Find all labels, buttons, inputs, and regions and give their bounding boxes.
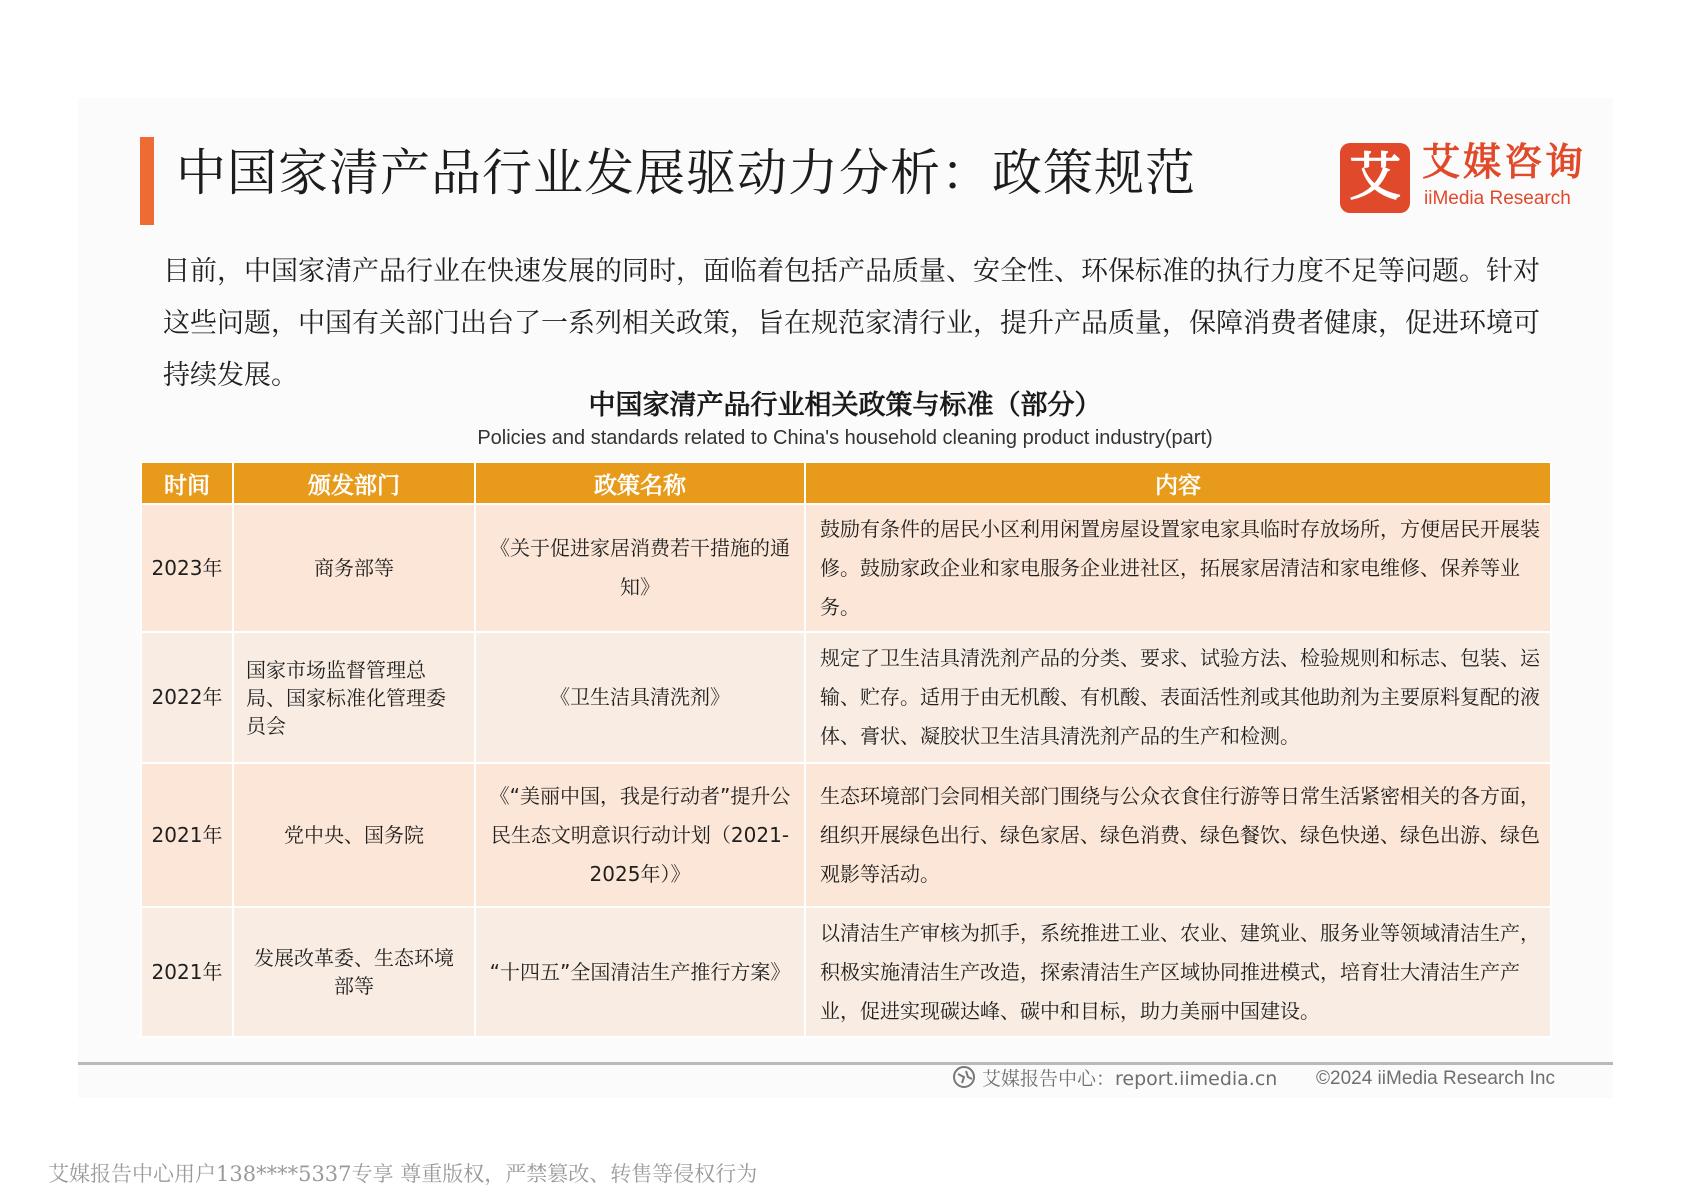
brand-logo	[1340, 140, 1587, 215]
cell-department: 党中央、国务院	[233, 763, 475, 907]
cell-department: 商务部等	[233, 504, 475, 632]
cell-department: 发展改革委、生态环境部等	[233, 907, 475, 1037]
header-time: 时间	[141, 462, 233, 504]
cell-policy-name: 《关于促进家居消费若干措施的通知》	[475, 504, 805, 632]
footer-divider	[78, 1062, 1613, 1065]
table-title: 中国家清产品行业相关政策与标准（部分）	[588, 390, 1102, 421]
table-row	[141, 907, 1551, 1037]
page-title: 中国家清产品行业发展驱动力分析：政策规范	[176, 144, 1196, 202]
header-policy-name: 政策名称	[475, 462, 805, 504]
cell-content: 生态环境部门会同相关部门围绕与公众衣食住行游等日常生活紧密相关的各方面，组织开展绿色出行、绿色家居、绿色消费、绿色餐饮、绿色快递、绿色出游、绿色观影等活动。	[805, 763, 1551, 907]
table-row	[141, 763, 1551, 907]
cell-policy-name: 《“美丽中国，我是行动者”提升公民生态文明意识行动计划（2021-2025年）》	[475, 763, 805, 907]
cell-policy-name: 《卫生洁具清洗剂》	[475, 632, 805, 763]
logo-name-cn: 艾媒咨询	[1422, 140, 1587, 184]
title-accent-bar	[140, 137, 154, 225]
cell-policy-name: “十四五”全国清洁生产推行方案》	[475, 907, 805, 1037]
table-subtitle: Policies and standards related to China's household cleaning product industry(part)	[477, 427, 1213, 449]
intro-paragraph: 目前，中国家清产品行业在快速发展的同时，面临着包括产品质量、安全性、环保标准的执行力度不足等问题。针对这些问题，中国有关部门出台了一系列相关政策，旨在规范家清行业，提升产品质量，保障消费者健康，促进环境可持续发展。	[163, 256, 1540, 391]
footer-source: 艾媒报告中心：report.iimedia.cn	[982, 1068, 1278, 1090]
cell-content: 规定了卫生洁具清洗剂产品的分类、要求、试验方法、检验规则和标志、包装、运输、贮存。适用于由无机酸、有机酸、表面活性剂或其他助剂为主要原料复配的液体、膏状、凝胶状卫生洁具清洗剂产品的生产和检测。	[805, 632, 1551, 763]
logo-name-en: iiMedia Research	[1424, 188, 1571, 209]
header-content: 内容	[805, 462, 1551, 504]
footer-copyright: ©2024 iiMedia Research Inc	[1316, 1068, 1555, 1089]
user-watermark: 艾媒报告中心用户138****5337专享 尊重版权，严禁篡改、转售等侵权行为	[48, 1162, 758, 1186]
cell-year: 2023年	[141, 504, 233, 632]
table-row	[141, 632, 1551, 763]
cell-department: 国家市场监督管理总局、国家标准化管理委员会	[233, 632, 475, 763]
cell-year: 2022年	[141, 632, 233, 763]
globe-icon	[952, 1065, 976, 1089]
cell-content: 鼓励有条件的居民小区利用闲置房屋设置家电家具临时存放场所，方便居民开展装修。鼓励家政企业和家电服务企业进社区，拓展家居清洁和家电维修、保养等业务。	[805, 504, 1551, 632]
table-header-row	[141, 462, 1551, 504]
cell-year: 2021年	[141, 763, 233, 907]
cell-content: 以清洁生产审核为抓手，系统推进工业、农业、建筑业、服务业等领域清洁生产，积极实施清洁生产改造，探索清洁生产区域协同推进模式，培育壮大清洁生产产业，促进实现碳达峰、碳中和目标，助力美丽中国建设。	[805, 907, 1551, 1037]
policy-table	[140, 461, 1552, 1038]
table-row	[141, 504, 1551, 632]
logo-mark-icon: 艾	[1340, 143, 1410, 213]
header-department: 颁发部门	[233, 462, 475, 504]
cell-year: 2021年	[141, 907, 233, 1037]
